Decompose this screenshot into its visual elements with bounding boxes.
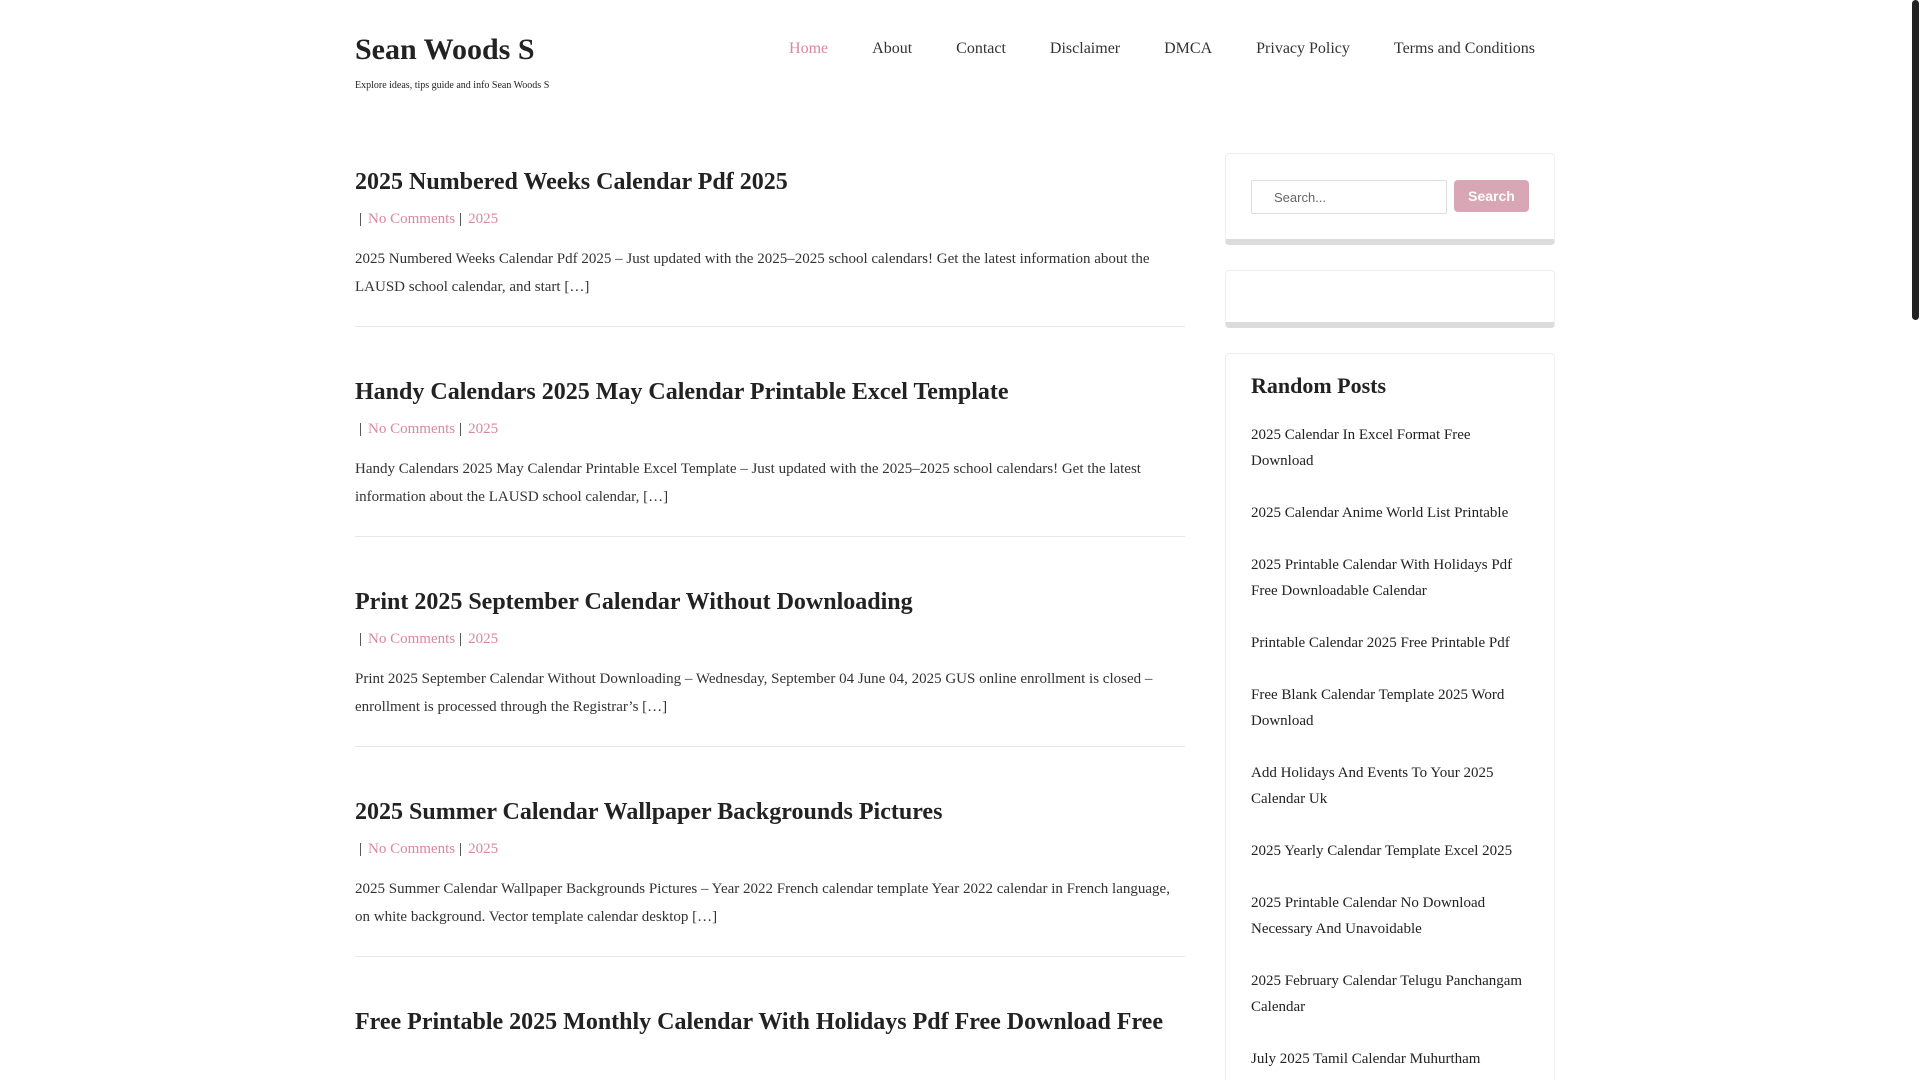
- category-link[interactable]: 2025: [468, 841, 499, 857]
- meta-separator: |: [359, 631, 363, 647]
- search-button[interactable]: Search: [1454, 180, 1529, 212]
- post-title-link[interactable]: 2025 Summer Calendar Wallpaper Backgrounds Pictures: [355, 799, 943, 825]
- comments-link[interactable]: No Comments: [368, 841, 456, 857]
- main-nav: [767, 38, 1555, 60]
- random-post-link[interactable]: 2025 Yearly Calendar Template Excel 2025: [1251, 843, 1513, 859]
- list-item: [1251, 414, 1529, 492]
- random-posts-list: [1251, 414, 1529, 1080]
- post-title-link[interactable]: Free Printable 2025 Monthly Calendar With Holidays Pdf Free Download Free: [355, 1009, 1163, 1035]
- meta-separator: |: [359, 841, 363, 857]
- meta-separator: |: [359, 421, 363, 437]
- nav-privacy-policy[interactable]: Privacy Policy: [1256, 40, 1350, 57]
- site-title-link[interactable]: Sean Woods S: [355, 33, 535, 66]
- nav-about[interactable]: About: [872, 40, 913, 57]
- random-post-link[interactable]: Add Holidays And Events To Your 2025 Calendar Uk: [1251, 765, 1494, 807]
- random-posts-title: Random Posts: [1251, 373, 1387, 398]
- list-item: [1251, 492, 1529, 544]
- comments-link[interactable]: No Comments: [368, 631, 456, 647]
- random-post-link[interactable]: 2025 Calendar Anime World List Printable: [1251, 505, 1509, 521]
- list-item: [1251, 882, 1529, 960]
- random-post-link[interactable]: July 2025 Tamil Calendar Muhurtham: [1251, 1051, 1481, 1067]
- post-item: [355, 990, 1185, 1062]
- list-item: [1251, 752, 1529, 830]
- post-item: [355, 150, 1185, 327]
- post-title-link[interactable]: Print 2025 September Calendar Without Downloading: [355, 589, 913, 615]
- nav-disclaimer[interactable]: Disclaimer: [1049, 40, 1121, 57]
- nav-dmca[interactable]: DMCA: [1164, 40, 1213, 57]
- post-item: [355, 570, 1185, 747]
- list-item: [1251, 622, 1529, 674]
- random-post-link[interactable]: 2025 Printable Calendar No Download Necessary And Unavoidable: [1251, 895, 1486, 937]
- list-item: [1251, 674, 1529, 752]
- meta-separator: |: [359, 211, 363, 227]
- post-item: [355, 780, 1185, 957]
- post-title-link[interactable]: Handy Calendars 2025 May Calendar Printable Excel Template: [355, 379, 1009, 405]
- post-title-link[interactable]: 2025 Numbered Weeks Calendar Pdf 2025: [355, 169, 788, 195]
- sidebar: [1225, 153, 1555, 1080]
- nav-contact[interactable]: Contact: [956, 40, 1006, 57]
- search-input[interactable]: [1251, 180, 1447, 214]
- site-header: [355, 0, 1555, 120]
- post-item: [355, 360, 1185, 537]
- random-post-link[interactable]: 2025 February Calendar Telugu Panchangam Calendar: [1251, 973, 1523, 1015]
- post-excerpt: Handy Calendars 2025 May Calendar Printable Excel Template – Just updated with the 2025–2025 school calendars! Get the latest information about the LAUSD school calendar, […]: [355, 461, 1141, 505]
- comments-link[interactable]: No Comments: [368, 211, 456, 227]
- meta-separator: |: [459, 211, 463, 227]
- empty-widget: [1225, 270, 1555, 328]
- list-item: [1251, 1038, 1529, 1080]
- post-excerpt: 2025 Summer Calendar Wallpaper Backgrounds Pictures – Year 2022 French calendar template Year 2022 calendar in French language, on white background. Vector template calendar desktop […]: [355, 881, 1170, 925]
- meta-separator: |: [459, 421, 463, 437]
- meta-separator: |: [459, 631, 463, 647]
- post-meta: [355, 209, 1185, 229]
- list-item: [1251, 960, 1529, 1038]
- category-link[interactable]: 2025: [468, 211, 499, 227]
- search-widget: [1225, 153, 1555, 245]
- post-excerpt: Print 2025 September Calendar Without Downloading – Wednesday, September 04 June 04, 2025 GUS online enrollment is closed – enrollment is processed through the Registrar’s […]: [355, 671, 1153, 715]
- post-excerpt: 2025 Numbered Weeks Calendar Pdf 2025 – Just updated with the 2025–2025 school calendars! Get the latest information about the LAUSD school calendar, and start […]: [355, 251, 1150, 295]
- category-link[interactable]: 2025: [468, 631, 499, 647]
- post-list: [355, 150, 1185, 1080]
- nav-home[interactable]: Home: [789, 40, 829, 57]
- random-posts-widget: [1225, 353, 1555, 1080]
- random-post-link[interactable]: Printable Calendar 2025 Free Printable Pdf: [1251, 635, 1510, 651]
- category-link[interactable]: 2025: [468, 421, 499, 437]
- comments-link[interactable]: No Comments: [368, 421, 456, 437]
- site-tagline: Explore ideas, tips guide and info Sean Woods S: [355, 80, 550, 91]
- random-post-link[interactable]: 2025 Calendar In Excel Format Free Download: [1251, 427, 1471, 469]
- post-meta: [355, 629, 1185, 649]
- brand: [355, 28, 549, 92]
- random-post-link[interactable]: Free Blank Calendar Template 2025 Word Download: [1251, 687, 1505, 729]
- nav-terms-and-conditions[interactable]: Terms and Conditions: [1393, 40, 1535, 57]
- list-item: [1251, 830, 1529, 882]
- meta-separator: |: [459, 841, 463, 857]
- page-scrollbar[interactable]: [1911, 0, 1920, 1080]
- post-meta: [355, 839, 1185, 859]
- list-item: [1251, 544, 1529, 622]
- random-post-link[interactable]: 2025 Printable Calendar With Holidays Pdf Free Downloadable Calendar: [1251, 557, 1513, 599]
- post-meta: [355, 419, 1185, 439]
- scrollbar-thumb[interactable]: [1912, 0, 1919, 320]
